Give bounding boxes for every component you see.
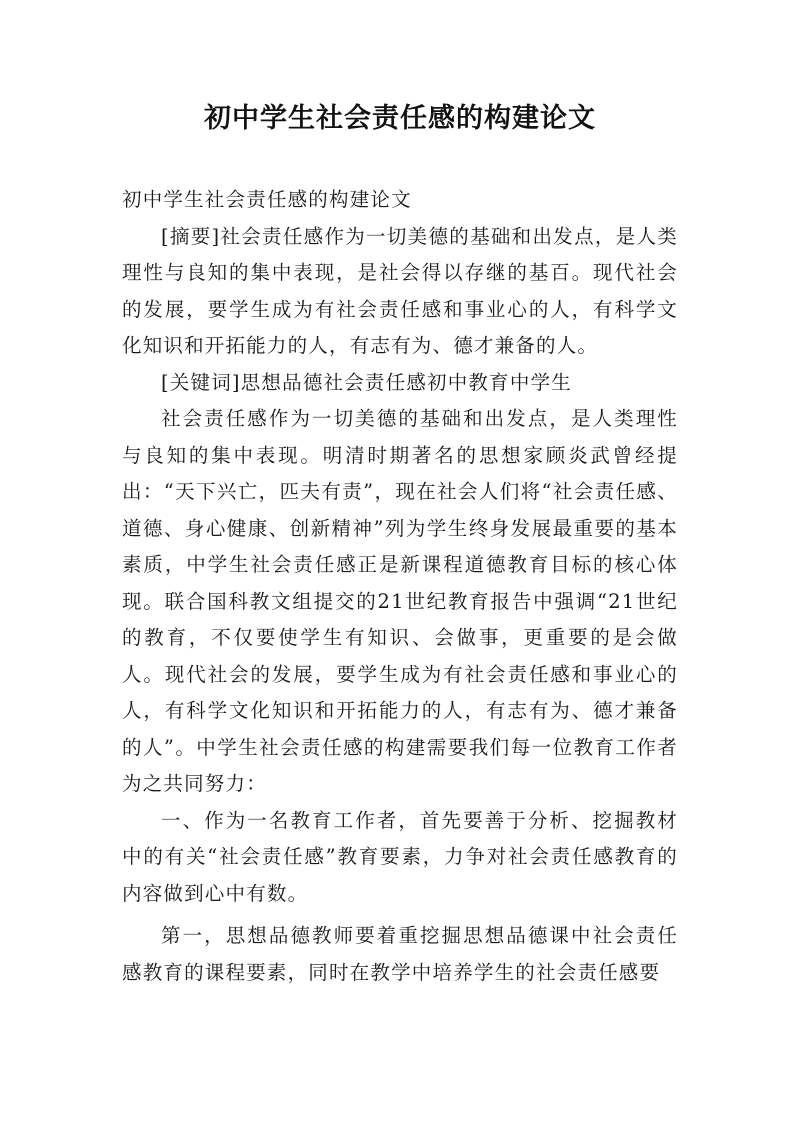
paragraph-keywords: [关键词]思想品德社会责任感初中教育中学生 <box>161 370 572 394</box>
paragraph-heading: 初中学生社会责任感的构建论文 <box>122 188 412 211</box>
paragraph-section-one: 一、作为一名教育工作者，首先要善于分析、挖掘教材中的有关“社会责任感”教育要素，力争对社会责任感教育的内容做到心中有数。 <box>122 808 678 905</box>
paragraph-first-point: 第一，思想品德教师要着重挖掘思想品德课中社会责任感教育的课程要素，同时在教学中培养学生的社会责任感要 <box>122 924 678 984</box>
paragraph-abstract: [摘要]社会责任感作为一切美德的基础和出发点，是人类理性与良知的集中表现，是社会得以存继的基百。现代社会的发展，要学生成为有社会责任感和事业心的人，有科学文化知识和开拓能力的人，有志有为、德才兼备的人。 <box>122 224 678 357</box>
document-title: 初中学生社会责任感的构建论文 <box>204 103 596 134</box>
paragraph-intro: 社会责任感作为一切美德的基础和出发点，是人类理性与良知的集中表现。明清时期著名的思想家顾炎武曾经提出：“天下兴亡，匹夫有责”，现在社会人们将“社会责任感、道德、身心健康、创新精神”列为学生终身发展最重要的基本素质，中学生社会责任感正是新课程道德教育目标的核心体现。联合国科教文组提交的21世纪教育报告中强调“21世纪的教育，不仅要使学生有知识、会做事，更重要的是会做人。现代社会的发展，要学生成为有社会责任感和事业心的人，有科学文化知识和开拓能力的人，有志有为、德才兼备的人”。中学生社会责任感的构建需要我们每一位教育工作者为之共同努力： <box>122 407 678 795</box>
document-body <box>122 182 678 991</box>
